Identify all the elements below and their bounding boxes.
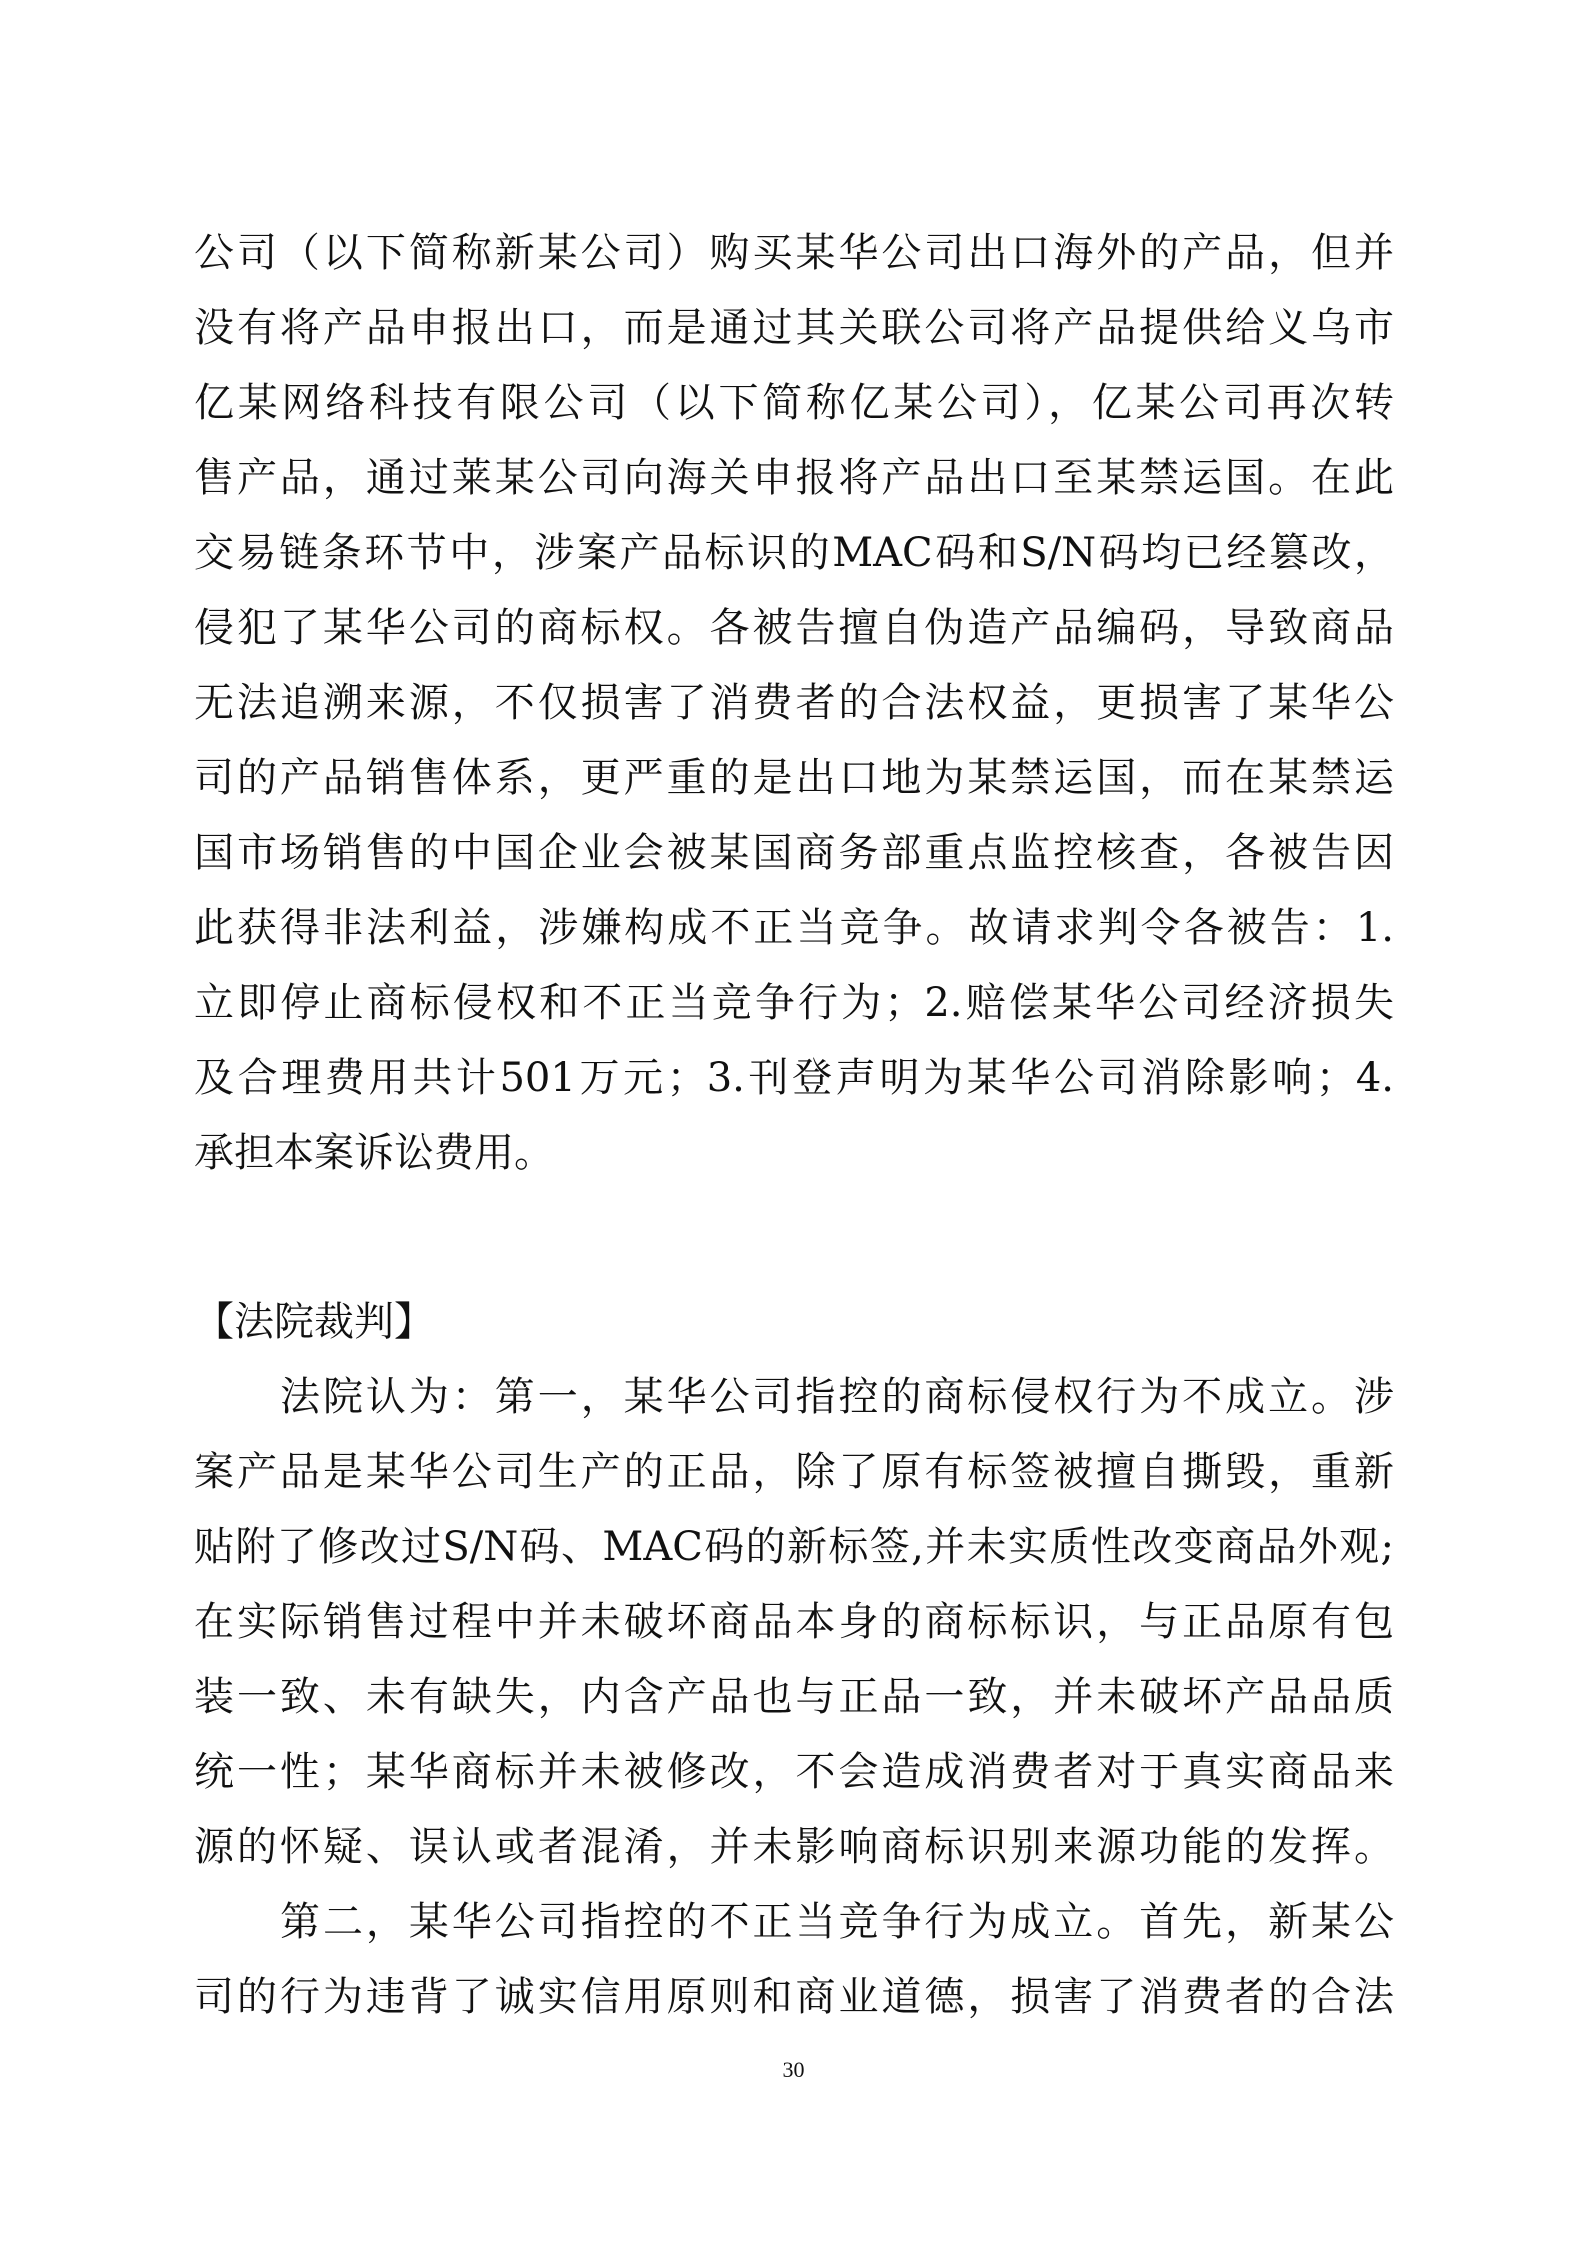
- text-line: 法院认为：第一，某华公司指控的商标侵权行为不成立。涉: [280, 1374, 1394, 1420]
- paragraph-1: [194, 216, 1394, 1191]
- text-line: 国市场销售的中国企业会被某国商务部重点监控核查，各被告因: [194, 830, 1394, 876]
- text-line: 司的行为违背了诚实信用原则和商业道德，损害了消费者的合法: [194, 1974, 1394, 2020]
- text-line: 公司（以下简称新某公司）购买某华公司出口海外的产品，但并: [194, 230, 1394, 276]
- text-line: 交易链条环节中，涉案产品标识的MAC码和S/N码均已经篡改，: [194, 530, 1394, 576]
- text-line: 在实际销售过程中并未破坏商品本身的商标标识，与正品原有包: [194, 1599, 1394, 1645]
- text-line: 司的产品销售体系，更严重的是出口地为某禁运国，而在某禁运: [194, 755, 1394, 801]
- text-line: 贴附了修改过S/N码、MAC码的新标签,并未实质性改变商品外观;: [194, 1524, 1394, 1570]
- text-line: 侵犯了某华公司的商标权。各被告擅自伪造产品编码，导致商品: [194, 605, 1394, 651]
- paragraph-3: [194, 1885, 1394, 2035]
- paragraph-2: [194, 1360, 1394, 1885]
- section-heading: 【法院裁判】: [194, 1299, 434, 1345]
- text-line: 承担本案诉讼费用。: [194, 1130, 554, 1176]
- text-line: 装一致、未有缺失，内含产品也与正品一致，并未破坏产品品质: [194, 1674, 1394, 1720]
- text-line: 没有将产品申报出口，而是通过其关联公司将产品提供给义乌市: [194, 305, 1394, 351]
- text-line: 第二，某华公司指控的不正当竞争行为成立。首先，新某公: [280, 1899, 1394, 1945]
- text-line: 立即停止商标侵权和不正当竞争行为；2.赔偿某华公司经济损失: [194, 980, 1394, 1026]
- page-number: 30: [782, 2057, 805, 2082]
- text-line: 亿某网络科技有限公司（以下简称亿某公司），亿某公司再次转: [194, 380, 1394, 426]
- text-line: 及合理费用共计501万元；3.刊登声明为某华公司消除影响；4.: [194, 1055, 1394, 1101]
- text-line: 案产品是某华公司生产的正品，除了原有标签被擅自撕毁，重新: [194, 1449, 1394, 1495]
- text-line: 统一性；某华商标并未被修改，不会造成消费者对于真实商品来: [194, 1749, 1394, 1795]
- text-line: 此获得非法利益，涉嫌构成不正当竞争。故请求判令各被告：1.: [194, 905, 1394, 951]
- text-line: 源的怀疑、误认或者混淆，并未影响商标识别来源功能的发挥。: [194, 1824, 1394, 1870]
- text-line: 售产品，通过莱某公司向海关申报将产品出口至某禁运国。在此: [194, 455, 1394, 501]
- text-line: 无法追溯来源，不仅损害了消费者的合法权益，更损害了某华公: [194, 680, 1394, 726]
